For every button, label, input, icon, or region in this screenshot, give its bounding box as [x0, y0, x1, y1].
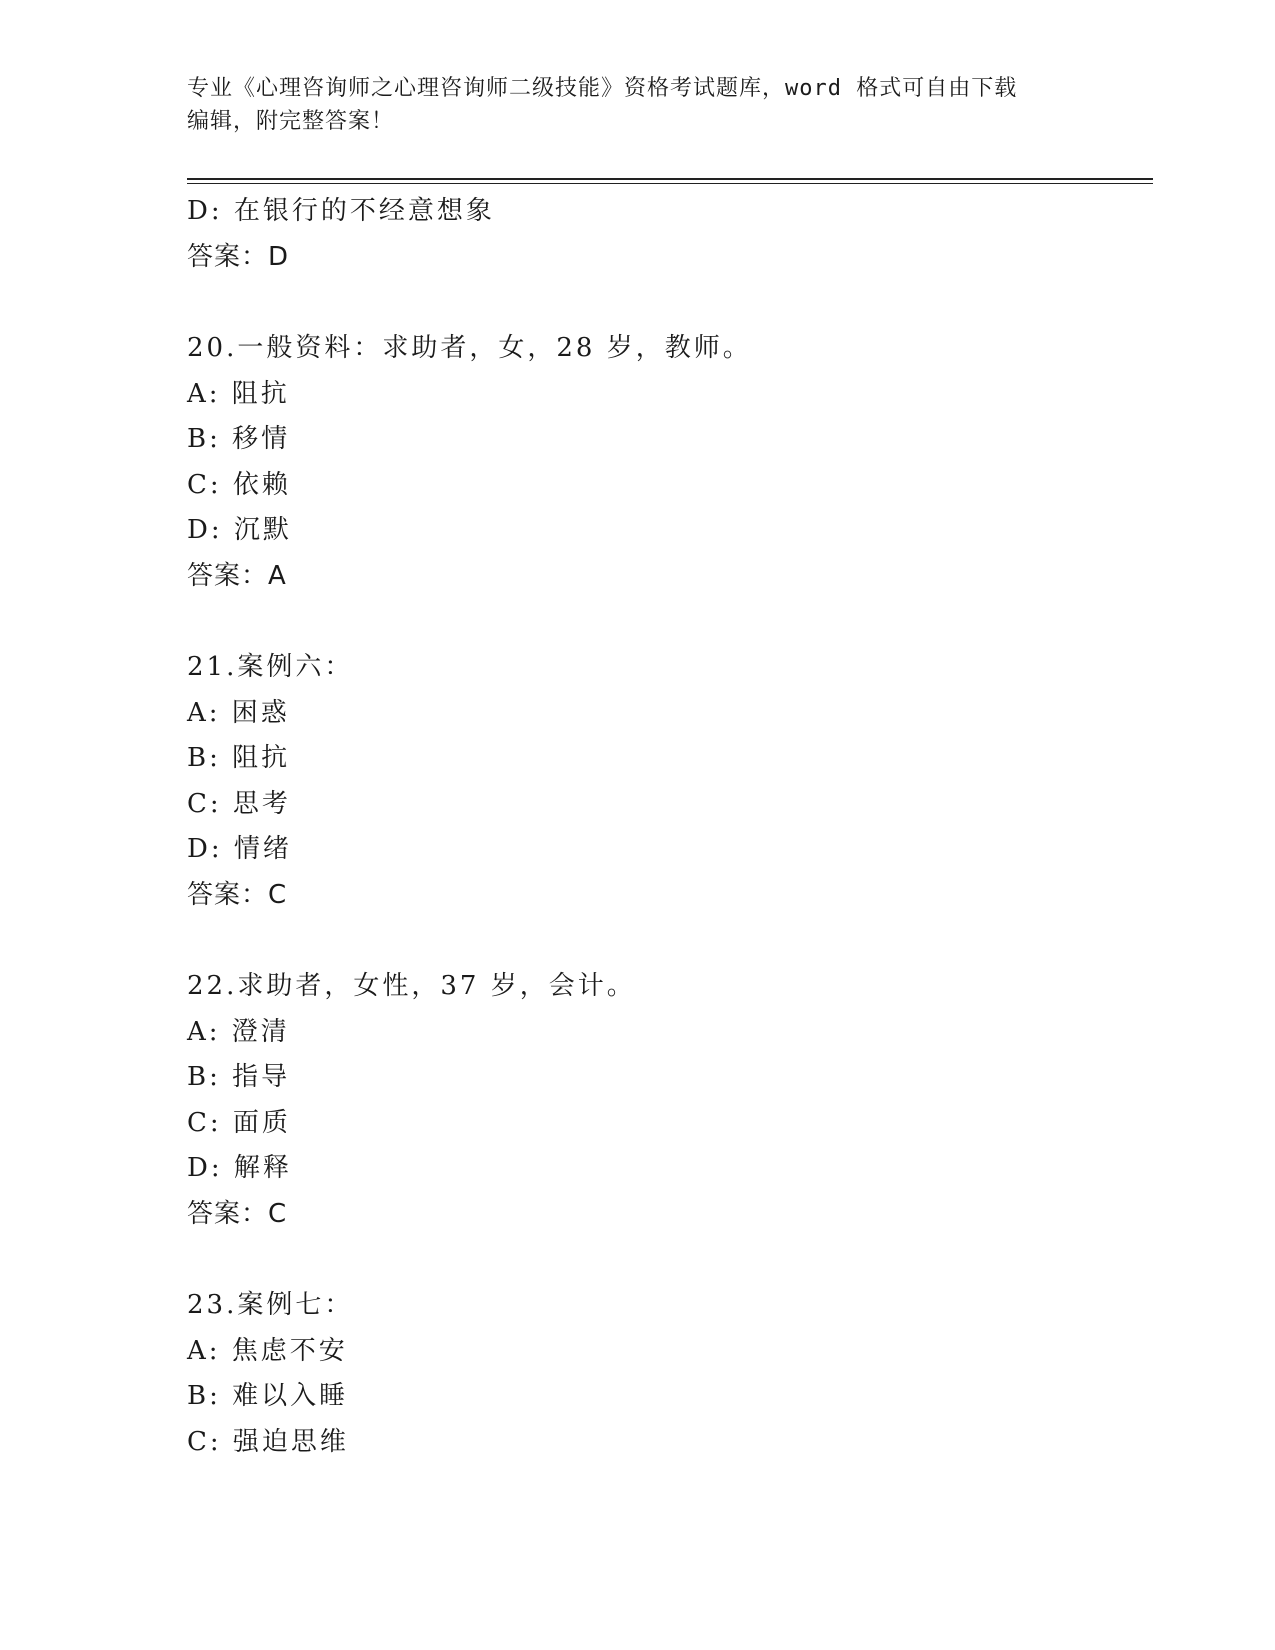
option-c: C: 思考 — [187, 788, 291, 819]
header-line-1: 专业《心理咨询师之心理咨询师二级技能》资格考试题库，word 格式可自由下载 — [187, 76, 1018, 101]
prev-answer: 答案：D — [187, 241, 290, 272]
question-list — [187, 189, 1147, 1465]
header-line-2: 编辑，附完整答案！ — [187, 109, 395, 134]
option-d: D: 情绪 — [187, 834, 292, 864]
option-b: B: 难以入睡 — [187, 1381, 349, 1411]
option-d: D: 解释 — [187, 1153, 292, 1183]
header-rule-thin — [187, 183, 1153, 184]
question-stem: 23.案例七： — [187, 1290, 354, 1320]
question-23 — [187, 1283, 1147, 1465]
header-rule-thick — [187, 178, 1153, 180]
question-20 — [187, 326, 1147, 599]
answer: 答案：C — [187, 1198, 288, 1229]
option-c: C: 依赖 — [187, 469, 291, 500]
question-stem: 21.案例六： — [187, 652, 354, 682]
option-d: D: 沉默 — [187, 515, 292, 545]
option-a: A: 阻抗 — [187, 378, 290, 409]
answer: 答案：C — [187, 879, 288, 910]
option-b: B: 指导 — [187, 1062, 291, 1092]
spacer — [187, 918, 1147, 964]
spacer — [187, 599, 1147, 645]
spacer — [187, 1237, 1147, 1283]
question-22 — [187, 964, 1147, 1237]
document-header — [187, 72, 1087, 138]
question-stem: 20.一般资料：求助者，女，28 岁，教师。 — [187, 333, 752, 363]
option-b: B: 移情 — [187, 424, 291, 454]
option-a: A: 困惑 — [187, 697, 290, 728]
question-stem: 22.求助者，女性，37 岁，会计。 — [187, 971, 636, 1001]
answer: 答案：A — [187, 560, 287, 591]
spacer — [187, 280, 1147, 326]
question-21 — [187, 645, 1147, 918]
option-b: B: 阻抗 — [187, 743, 291, 773]
option-c: C: 强迫思维 — [187, 1426, 349, 1457]
option-c: C: 面质 — [187, 1107, 291, 1138]
option-a: A: 焦虑不安 — [187, 1335, 348, 1366]
prev-option-d: D: 在银行的不经意想象 — [187, 196, 495, 226]
option-a: A: 澄清 — [187, 1016, 290, 1047]
